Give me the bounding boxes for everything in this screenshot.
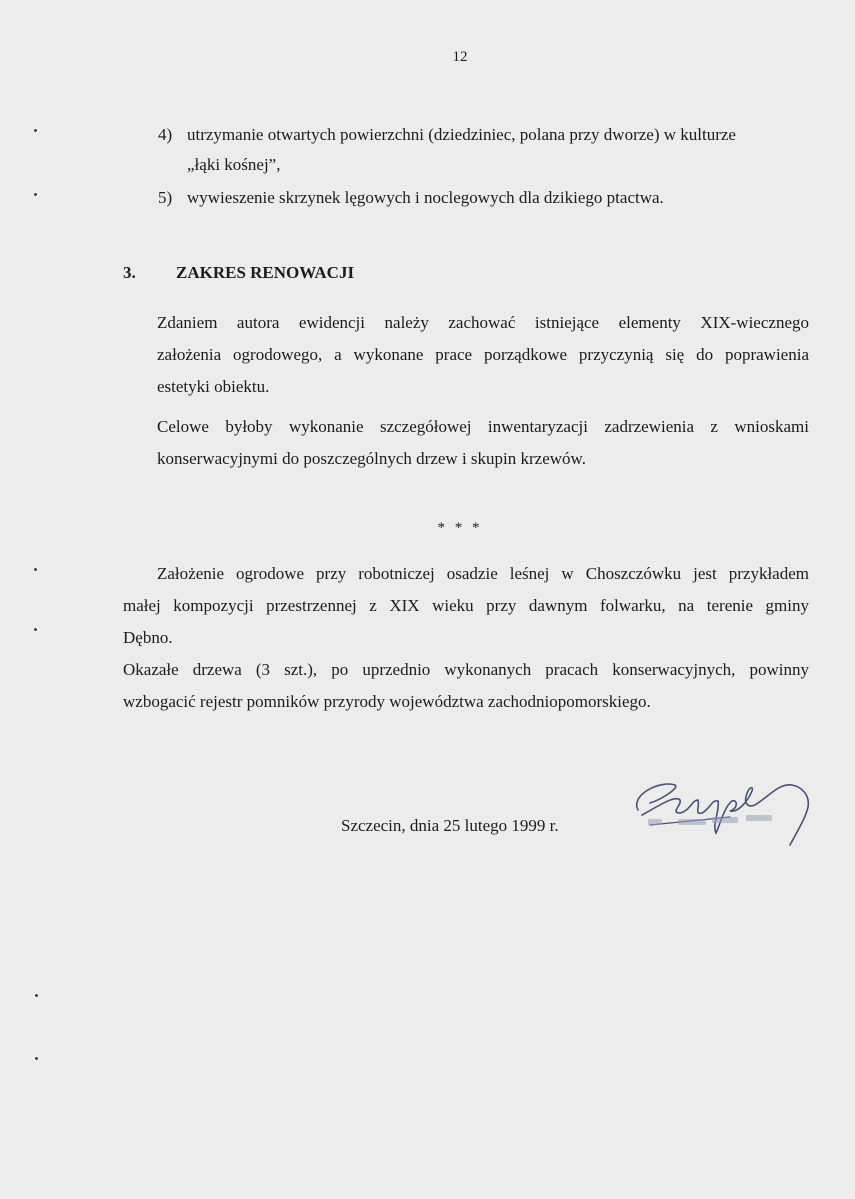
list-item-number: 4) [158, 125, 173, 144]
paragraph-recommendation [157, 411, 809, 475]
paragraph-line: Założenie ogrodowe przy robotniczej osadzie leśnej w Choszczówku jest przykładem [157, 564, 809, 583]
list-item-5 [158, 183, 808, 213]
paragraph-line: konserwacyjnymi do poszczególnych drzew i skupin krzewów. [157, 449, 586, 468]
paragraph-line: wzbogacić rejestr pomników przyrody województwa zachodniopomorskiego. [123, 692, 651, 711]
paragraph-line: Zdaniem autora ewidencji należy zachować istniejące elementy XIX-wiecznego [157, 313, 809, 332]
paragraph-assessment [157, 307, 809, 403]
paragraph-line: założenia ogrodowego, a wykonane prace porządkowe przyczynią się do poprawienia [157, 345, 809, 364]
scan-speck [34, 193, 37, 196]
section-number: 3. [123, 263, 136, 282]
paragraph-line: Dębno. [123, 628, 173, 647]
paragraph-line: małej kompozycji przestrzennej z XIX wieku przy dawnym folwarku, na terenie gminy [123, 596, 809, 615]
scan-speck [34, 568, 37, 571]
section-separator: * * * [437, 520, 483, 536]
scan-speck [34, 129, 37, 132]
paragraph-line: Celowe byłoby wykonanie szczegółowej inwentaryzacji zadrzewienia z wnioskami [157, 417, 809, 436]
paragraph-line: Okazałe drzewa (3 szt.), po uprzednio wykonanych pracach konserwacyjnych, powinny [123, 660, 809, 679]
section-title: ZAKRES RENOWACJI [176, 263, 355, 282]
paragraph-conclusion [123, 558, 809, 718]
list-item-number: 5) [158, 188, 173, 207]
scan-speck [34, 628, 37, 631]
scan-speck [35, 1057, 38, 1060]
list-item-line: „łąki kośnej”, [187, 155, 281, 174]
list-item-text [187, 120, 736, 180]
scan-speck [35, 994, 38, 997]
place-and-date: Szczecin, dnia 25 lutego 1999 r. [341, 816, 559, 835]
paragraph-line: estetyki obiektu. [157, 377, 270, 396]
page-number: 12 [452, 49, 468, 65]
handwritten-signature [620, 755, 840, 855]
list-item-text: wywieszenie skrzynek lęgowych i noclegowych dla dzikiego ptactwa. [187, 188, 664, 207]
list-item-line: utrzymanie otwartych powierzchni (dziedziniec, polana przy dworze) w kulturze [187, 125, 736, 144]
list-item-4 [158, 120, 808, 180]
